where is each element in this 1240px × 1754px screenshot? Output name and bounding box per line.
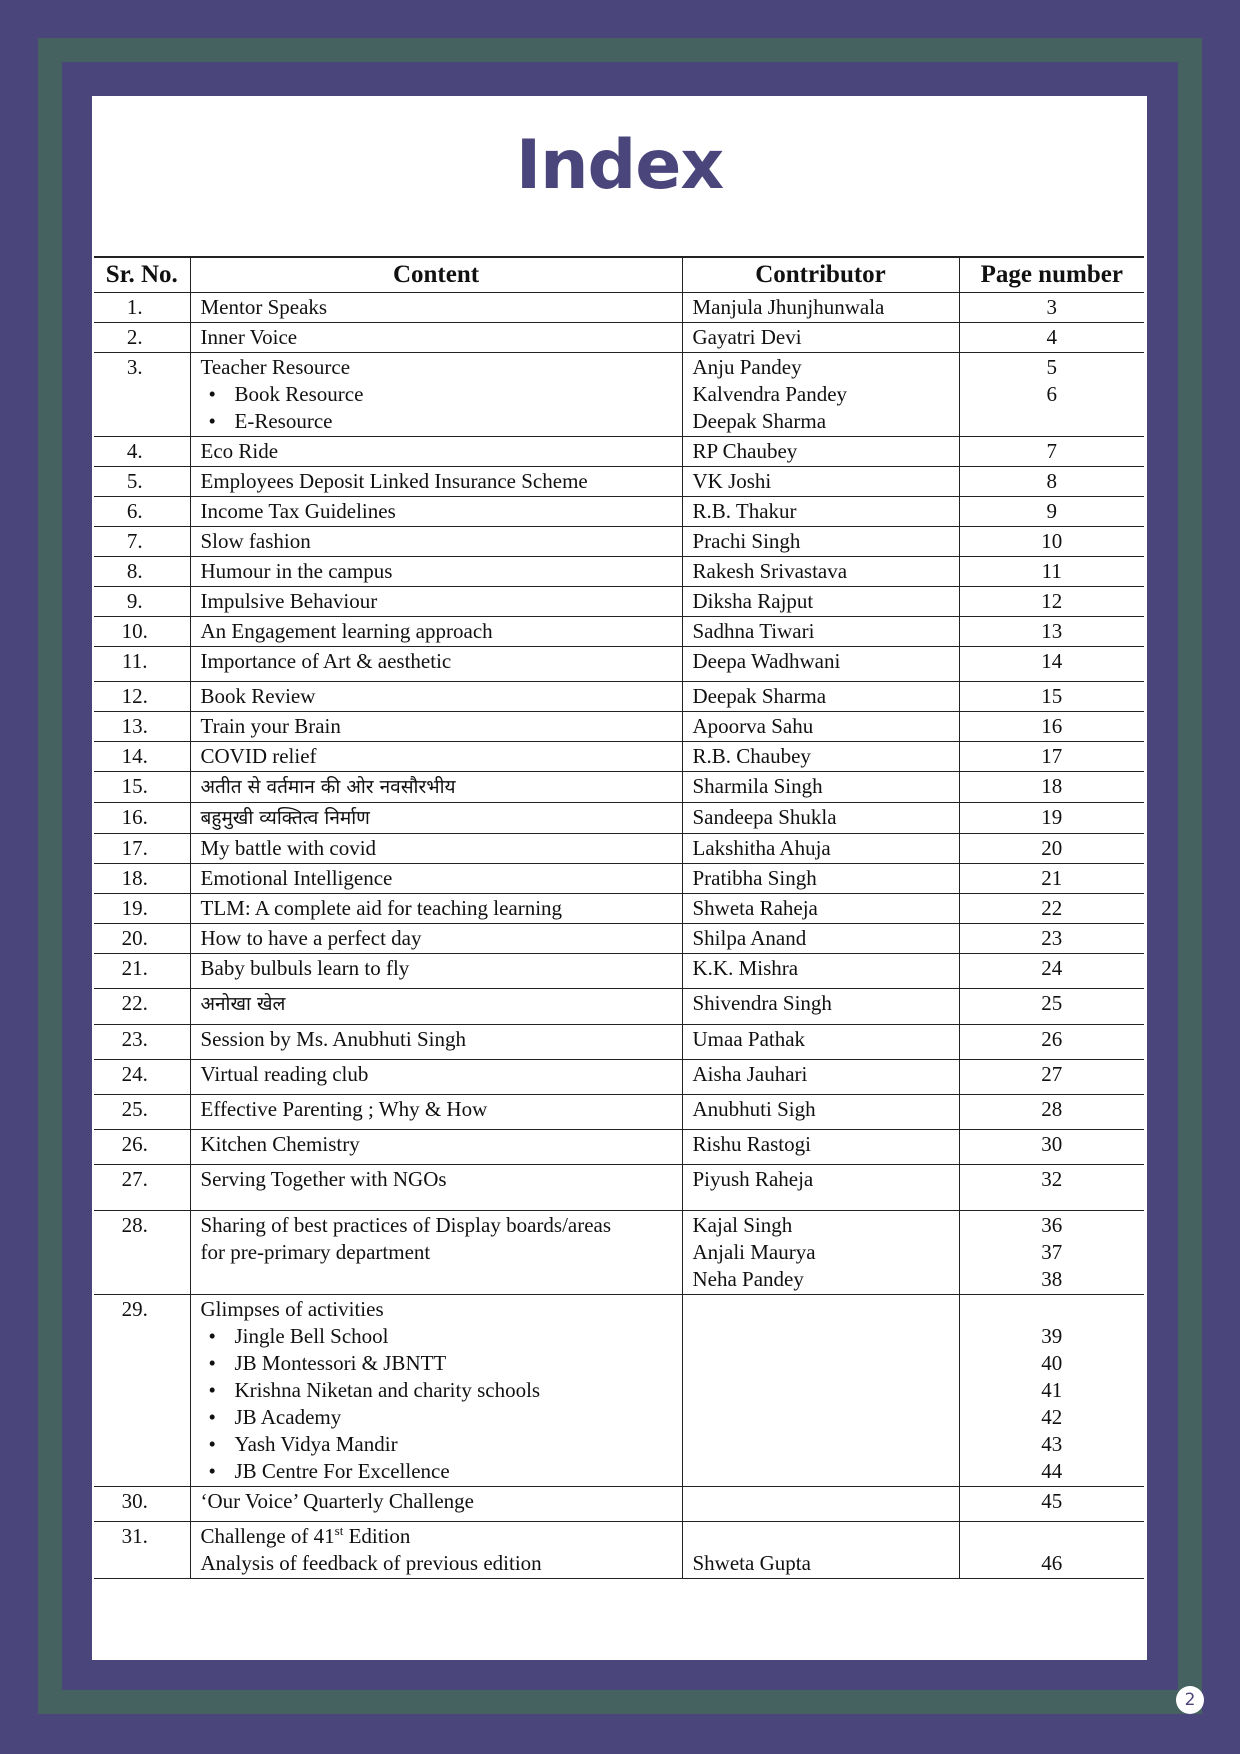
sr-no-cell: 17. (94, 834, 190, 864)
sr-no-cell: 21. (94, 954, 190, 989)
table-row (94, 557, 1144, 587)
content-cell: My battle with covid (190, 834, 682, 864)
content-cell: An Engagement learning approach (190, 617, 682, 647)
page-cell: 4 (959, 323, 1144, 353)
page-cell: 23 (959, 924, 1144, 954)
page-cell: 28 (959, 1095, 1144, 1130)
table-row (94, 467, 1144, 497)
contributor-name: Neha Pandey (692, 1267, 804, 1291)
content-line: for pre-primary department (200, 1240, 431, 1264)
content-bullet: • Jingle Bell School (201, 1323, 672, 1350)
page-number: 44 (1041, 1459, 1063, 1483)
page-number: 38 (1041, 1267, 1063, 1291)
content-bullet: • Krishna Niketan and charity schools (201, 1377, 672, 1404)
content-line: Analysis of feedback of previous edition (200, 1551, 542, 1575)
page-cell: 20 (959, 834, 1144, 864)
content-bullet: • JB Academy (201, 1404, 672, 1431)
content-cell: Emotional Intelligence (190, 864, 682, 894)
sr-no-cell: 5. (94, 467, 190, 497)
sr-no-cell: 20. (94, 924, 190, 954)
sr-no-cell: 23. (94, 1025, 190, 1060)
content-bullet: • Book Resource (201, 381, 672, 408)
page-number: 39 (1041, 1324, 1063, 1348)
page-cell: 13 (959, 617, 1144, 647)
content-cell (190, 989, 682, 1025)
content-cell: Humour in the campus (190, 557, 682, 587)
table-row (94, 497, 1144, 527)
page-cell (959, 1295, 1144, 1487)
sr-no-cell: 18. (94, 864, 190, 894)
contributor-cell: R.B. Thakur (682, 497, 959, 527)
content-cell: How to have a perfect day (190, 924, 682, 954)
contributor-cell: Piyush Raheja (682, 1165, 959, 1211)
content-cell: TLM: A complete aid for teaching learning (190, 894, 682, 924)
content-cell (190, 353, 682, 437)
contributor-cell: K.K. Mishra (682, 954, 959, 989)
table-row (94, 1130, 1144, 1165)
content-cell (190, 772, 682, 803)
content-text: Serving Together with NGOs (200, 1167, 447, 1191)
contributor-cell: Anubhuti Sigh (682, 1095, 959, 1130)
contributor-cell: Aisha Jauhari (682, 1060, 959, 1095)
sr-no-cell: 7. (94, 527, 190, 557)
table-row (94, 1025, 1144, 1060)
page-cell: 30 (959, 1130, 1144, 1165)
sr-no-cell: 27. (94, 1165, 190, 1211)
content-cell: Impulsive Behaviour (190, 587, 682, 617)
content-cell (190, 1522, 682, 1579)
page-number: 46 (1041, 1551, 1063, 1575)
contributor-cell: Shweta Raheja (682, 894, 959, 924)
page-cell (959, 353, 1144, 437)
sr-no-cell: 11. (94, 647, 190, 682)
content-cell: COVID relief (190, 742, 682, 772)
content-text-hindi: अनोखा खेल (200, 993, 286, 1015)
sr-no-cell: 29. (94, 1295, 190, 1487)
contributor-cell: Apoorva Sahu (682, 712, 959, 742)
contributor-cell: Sharmila Singh (682, 772, 959, 803)
page-cell: 17 (959, 742, 1144, 772)
page-number: 41 (1041, 1378, 1063, 1402)
contributor-cell: VK Joshi (682, 467, 959, 497)
sr-no-cell: 19. (94, 894, 190, 924)
content-cell (190, 1130, 682, 1165)
sr-no-cell: 28. (94, 1211, 190, 1295)
page-number: 37 (1041, 1240, 1063, 1264)
contributor-cell (682, 1522, 959, 1579)
content-cell (190, 1487, 682, 1522)
table-row (94, 864, 1144, 894)
contributor-name: Shweta Gupta (692, 1551, 811, 1575)
content-text: Effective Parenting ; Why & How (200, 1097, 488, 1121)
content-text: Kitchen Chemistry (200, 1132, 360, 1156)
page-cell (959, 1522, 1144, 1579)
page-cell: 32 (959, 1165, 1144, 1211)
page-cell: 7 (959, 437, 1144, 467)
page-cell: 19 (959, 803, 1144, 834)
content-text: Baby bulbuls learn to fly (200, 956, 410, 980)
content-text: ‘Our Voice’ Quarterly Challenge (200, 1489, 474, 1513)
table-header-row (94, 257, 1144, 293)
content-superscript: st (334, 1523, 344, 1538)
page-number: 42 (1041, 1405, 1063, 1429)
page-cell: 45 (959, 1487, 1144, 1522)
page-cell: 18 (959, 772, 1144, 803)
index-page (92, 96, 1147, 1660)
page-cell: 27 (959, 1060, 1144, 1095)
content-bullet: • Yash Vidya Mandir (201, 1431, 672, 1458)
content-bullet: • JB Centre For Excellence (201, 1458, 672, 1485)
content-cell: Eco Ride (190, 437, 682, 467)
content-cell: Income Tax Guidelines (190, 497, 682, 527)
content-cell (190, 1060, 682, 1095)
page-cell: 26 (959, 1025, 1144, 1060)
contributor-cell: Lakshitha Ahuja (682, 834, 959, 864)
sr-no-cell: 6. (94, 497, 190, 527)
content-text: Virtual reading club (200, 1062, 369, 1086)
content-cell (190, 1211, 682, 1295)
page-number: 43 (1041, 1432, 1063, 1456)
table-row (94, 527, 1144, 557)
sr-no-cell: 10. (94, 617, 190, 647)
contributor-cell: Umaa Pathak (682, 1025, 959, 1060)
sr-no-cell: 4. (94, 437, 190, 467)
header-contributor: Contributor (682, 257, 959, 293)
contributor-cell (682, 1211, 959, 1295)
sr-no-cell: 9. (94, 587, 190, 617)
content-bullet: • E-Resource (201, 408, 672, 435)
content-line (201, 1523, 672, 1550)
table-row (94, 587, 1144, 617)
table-row (94, 989, 1144, 1025)
content-cell (190, 1025, 682, 1060)
contributor-cell: Shivendra Singh (682, 989, 959, 1025)
page-cell: 22 (959, 894, 1144, 924)
table-row (94, 617, 1144, 647)
page-cell: 21 (959, 864, 1144, 894)
page-number-badge: 2 (1176, 1686, 1204, 1714)
page-cell: 15 (959, 682, 1144, 712)
contributor-cell: Rakesh Srivastava (682, 557, 959, 587)
sr-no-cell: 13. (94, 712, 190, 742)
sr-no-cell: 1. (94, 293, 190, 323)
content-line: Sharing of best practices of Display boards/areas (200, 1213, 612, 1237)
sr-no-cell: 8. (94, 557, 190, 587)
page-number: 40 (1041, 1351, 1063, 1375)
table-row (94, 834, 1144, 864)
table-row (94, 894, 1144, 924)
table-row (94, 803, 1144, 834)
table-row (94, 647, 1144, 682)
page-cell (959, 1211, 1144, 1295)
contributor-cell: RP Chaubey (682, 437, 959, 467)
sr-no-cell: 22. (94, 989, 190, 1025)
contributor-name: Anju Pandey (692, 355, 802, 379)
page-number: 6 (1046, 382, 1057, 406)
content-text: Importance of Art & aesthetic (200, 649, 452, 673)
contributor-cell: Pratibha Singh (682, 864, 959, 894)
header-content: Content (190, 257, 682, 293)
sr-no-cell: 24. (94, 1060, 190, 1095)
content-cell (190, 1095, 682, 1130)
content-cell: Book Review (190, 682, 682, 712)
page-cell: 25 (959, 989, 1144, 1025)
content-bullet: • JB Montessori & JBNTT (201, 1350, 672, 1377)
table-row (94, 323, 1144, 353)
content-cell (190, 647, 682, 682)
page-cell: 3 (959, 293, 1144, 323)
page-cell: 8 (959, 467, 1144, 497)
table-row (94, 1211, 1144, 1295)
page-number: 36 (1041, 1213, 1063, 1237)
content-cell (190, 803, 682, 834)
contributor-cell: Rishu Rastogi (682, 1130, 959, 1165)
index-table (94, 256, 1144, 1579)
sr-no-cell: 26. (94, 1130, 190, 1165)
contributor-name: Anjali Maurya (692, 1240, 816, 1264)
contributor-name: Deepak Sharma (692, 409, 827, 433)
content-after: Edition (343, 1524, 411, 1548)
content-main: Challenge of 41 (200, 1524, 335, 1548)
sr-no-cell: 25. (94, 1095, 190, 1130)
contributor-cell (682, 1487, 959, 1522)
header-sr-no: Sr. No. (94, 257, 190, 293)
contributor-cell: Sandeepa Shukla (682, 803, 959, 834)
header-page-number: Page number (959, 257, 1144, 293)
content-heading: Glimpses of activities (200, 1297, 384, 1321)
table-row (94, 742, 1144, 772)
sr-no-cell: 12. (94, 682, 190, 712)
content-text-hindi: अतीत से वर्तमान की ओर नवसौरभीय (200, 776, 456, 798)
table-row (94, 772, 1144, 803)
sr-no-cell: 14. (94, 742, 190, 772)
content-cell: Mentor Speaks (190, 293, 682, 323)
table-row (94, 712, 1144, 742)
content-cell (190, 1165, 682, 1211)
table-row (94, 924, 1144, 954)
content-cell: Slow fashion (190, 527, 682, 557)
table-row (94, 293, 1144, 323)
table-row (94, 437, 1144, 467)
table-row (94, 1487, 1144, 1522)
page-cell: 9 (959, 497, 1144, 527)
page-cell: 12 (959, 587, 1144, 617)
contributor-cell (682, 353, 959, 437)
sr-no-cell: 15. (94, 772, 190, 803)
table-row (94, 1522, 1144, 1579)
sr-no-cell: 30. (94, 1487, 190, 1522)
table-row (94, 353, 1144, 437)
content-cell: Inner Voice (190, 323, 682, 353)
page-cell: 11 (959, 557, 1144, 587)
sr-no-cell: 16. (94, 803, 190, 834)
contributor-cell: Deepak Sharma (682, 682, 959, 712)
contributor-name: Kalvendra Pandey (692, 382, 848, 406)
content-cell (190, 954, 682, 989)
contributor-cell: R.B. Chaubey (682, 742, 959, 772)
page-cell: 16 (959, 712, 1144, 742)
table-row (94, 1095, 1144, 1130)
table-row (94, 1165, 1144, 1211)
sr-no-cell: 2. (94, 323, 190, 353)
sr-no-cell: 31. (94, 1522, 190, 1579)
content-cell: Employees Deposit Linked Insurance Scheme (190, 467, 682, 497)
table-row (94, 954, 1144, 989)
page-cell: 24 (959, 954, 1144, 989)
table-row (94, 1060, 1144, 1095)
contributor-cell (682, 1295, 959, 1487)
contributor-name: Kajal Singh (692, 1213, 793, 1237)
table-row (94, 1295, 1144, 1487)
content-cell: Train your Brain (190, 712, 682, 742)
contributor-cell: Shilpa Anand (682, 924, 959, 954)
page-cell: 14 (959, 647, 1144, 682)
contributor-cell: Deepa Wadhwani (682, 647, 959, 682)
table-row (94, 682, 1144, 712)
contributor-cell: Manjula Jhunjhunwala (682, 293, 959, 323)
content-cell (190, 1295, 682, 1487)
content-heading: Teacher Resource (200, 355, 351, 379)
content-text: Session by Ms. Anubhuti Singh (200, 1027, 466, 1051)
sr-no-cell: 3. (94, 353, 190, 437)
content-text-hindi: बहुमुखी व्यक्तित्व निर्माण (200, 807, 370, 829)
contributor-cell: Gayatri Devi (682, 323, 959, 353)
page-number: 5 (1046, 355, 1057, 379)
page-cell: 10 (959, 527, 1144, 557)
contributor-cell: Diksha Rajput (682, 587, 959, 617)
page-title: Index (515, 126, 724, 205)
contributor-cell: Prachi Singh (682, 527, 959, 557)
contributor-cell: Sadhna Tiwari (682, 617, 959, 647)
